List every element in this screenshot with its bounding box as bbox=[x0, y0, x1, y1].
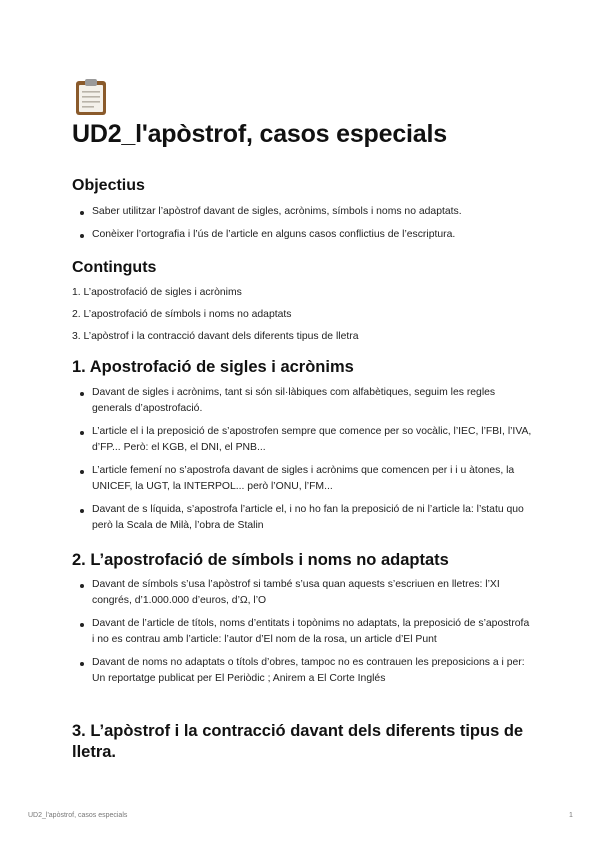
list-item: L’article femení no s’apostrofa davant de sigles i acrònims que comencen per i i u àtones, la UNICEF, la UGT, la INTERPOL... però l’ONU, l’FM... bbox=[72, 463, 532, 495]
footer-title: UD2_l'apòstrof, casos especials bbox=[28, 812, 128, 819]
list-item: Davant de s líquida, s’apostrofa l’article el, i no ho fan la preposició de ni l’article la: l’statu quo però la Scala de Milà, l’obra de Stalin bbox=[72, 502, 532, 534]
section-3-heading: 3. L’apòstrof i la contracció davant dels diferents tipus de lletra. bbox=[72, 722, 524, 761]
section-1-heading: 1. Apostrofació de sigles i acrònims bbox=[72, 358, 354, 376]
list-item: Saber utilitzar l’apòstrof davant de sigles, acrònims, símbols i noms no adaptats. bbox=[72, 204, 532, 220]
list-item: 2. L’apostrofació de símbols i noms no adaptats bbox=[72, 309, 292, 320]
objectives-list bbox=[72, 204, 532, 250]
list-item: Conèixer l’ortografia i l’ús de l’article en alguns casos conflictius de l’escriptura. bbox=[72, 227, 532, 243]
section-1-list bbox=[72, 385, 532, 541]
list-item: Davant de símbols s’usa l’apòstrof si també s’usa quan aquests s’escriuen en lletres: l’XI congrés, d’1.000.000 d’euros, d’Ω, l’O bbox=[72, 577, 532, 609]
objectives-heading: Objectius bbox=[72, 177, 145, 194]
clipboard-icon bbox=[75, 78, 107, 116]
page-title: UD2_l'apòstrof, casos especials bbox=[72, 120, 447, 148]
contents-heading: Continguts bbox=[72, 259, 157, 276]
page-number: 1 bbox=[569, 812, 573, 819]
list-item: Davant de l’article de títols, noms d’entitats i topònims no adaptats, la preposició de s’apostrofa i no es contrau amb l’article: l’autor d’El nom de la rosa, un article d’El Punt bbox=[72, 616, 532, 648]
list-item: 1. L’apostrofació de sigles i acrònims bbox=[72, 287, 242, 298]
section-2-heading: 2. L’apostrofació de símbols i noms no adaptats bbox=[72, 551, 449, 569]
list-item: Davant de noms no adaptats o títols d’obres, tampoc no es contrauen les preposicions a i per: Un reportatge publicat per El Periòdic ; Anirem a El Corte Inglés bbox=[72, 655, 532, 687]
list-item: Davant de sigles i acrònims, tant si són sil·làbiques com alfabètiques, seguim les regles generals d’apostrofació. bbox=[72, 385, 532, 417]
list-item: 3. L’apòstrof i la contracció davant dels diferents tipus de lletra bbox=[72, 331, 359, 342]
section-2-list bbox=[72, 577, 532, 694]
list-item: L’article el i la preposició de s’apostrofen sempre que comence per so vocàlic, l’IEC, l’FBI, l’IVA, d’FP... Però: el KGB, el DNI, el PNB... bbox=[72, 424, 532, 456]
contents-list bbox=[72, 285, 532, 351]
